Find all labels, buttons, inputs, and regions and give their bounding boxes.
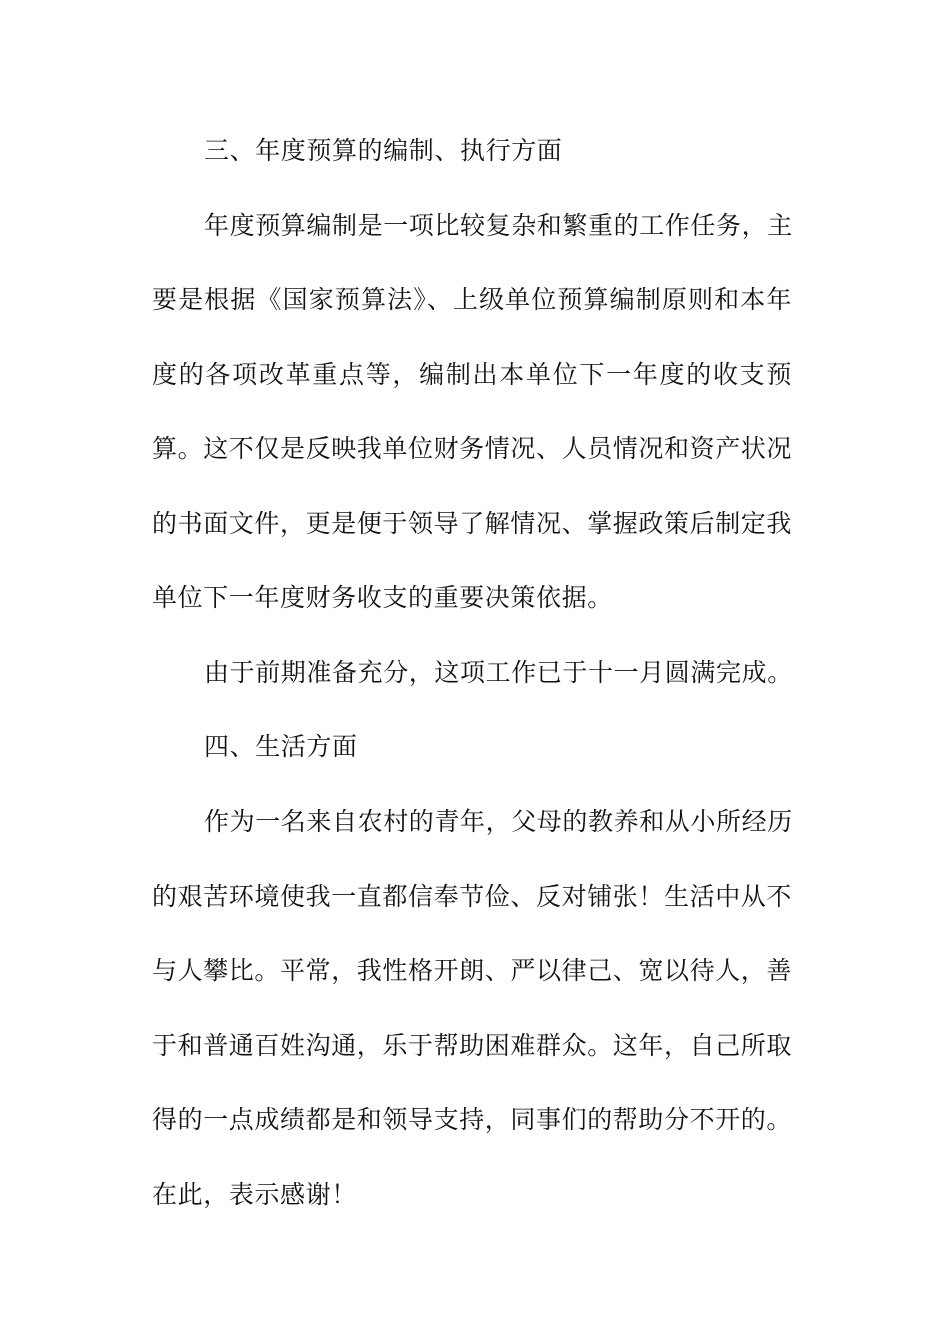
paragraph-line: 作为一名来自农村的青年，父母的教养和从小所经历 bbox=[204, 807, 793, 836]
paragraph-line: 由于前期准备充分，这项工作已于十一月圆满完成。 bbox=[204, 658, 793, 687]
paragraph-line: 与人攀比。平常，我性格开朗、严以律己、宽以待人，善 bbox=[152, 956, 793, 985]
paragraph-line: 单位下一年度财务收支的重要决策依据。 bbox=[152, 583, 613, 612]
paragraph-line: 的艰苦环境使我一直都信奉节俭、反对铺张！生活中从不 bbox=[152, 882, 793, 911]
paragraph-line: 度的各项改革重点等，编制出本单位下一年度的收支预 bbox=[152, 360, 792, 389]
section-heading: 三、年度预算的编制、执行方面 bbox=[204, 136, 563, 165]
paragraph-line: 要是根据《国家预算法》、上级单位预算编制原则和本年 bbox=[152, 285, 792, 314]
paragraph-line: 得的一点成绩都是和领导支持，同事们的帮助分不开的。 bbox=[152, 1105, 793, 1134]
paragraph-line: 算。这不仅是反映我单位财务情况、人员情况和资产状况 bbox=[152, 434, 793, 463]
paragraph-line: 年度预算编制是一项比较复杂和繁重的工作任务，主 bbox=[204, 211, 793, 240]
paragraph-line: 于和普通百姓沟通，乐于帮助困难群众。这年，自己所取 bbox=[152, 1031, 793, 1060]
paragraph-line: 的书面文件，更是便于领导了解情况、掌握政策后制定我 bbox=[152, 509, 793, 538]
paragraph-line: 在此，表示感谢！ bbox=[152, 1180, 357, 1209]
section-heading: 四、生活方面 bbox=[204, 732, 358, 761]
